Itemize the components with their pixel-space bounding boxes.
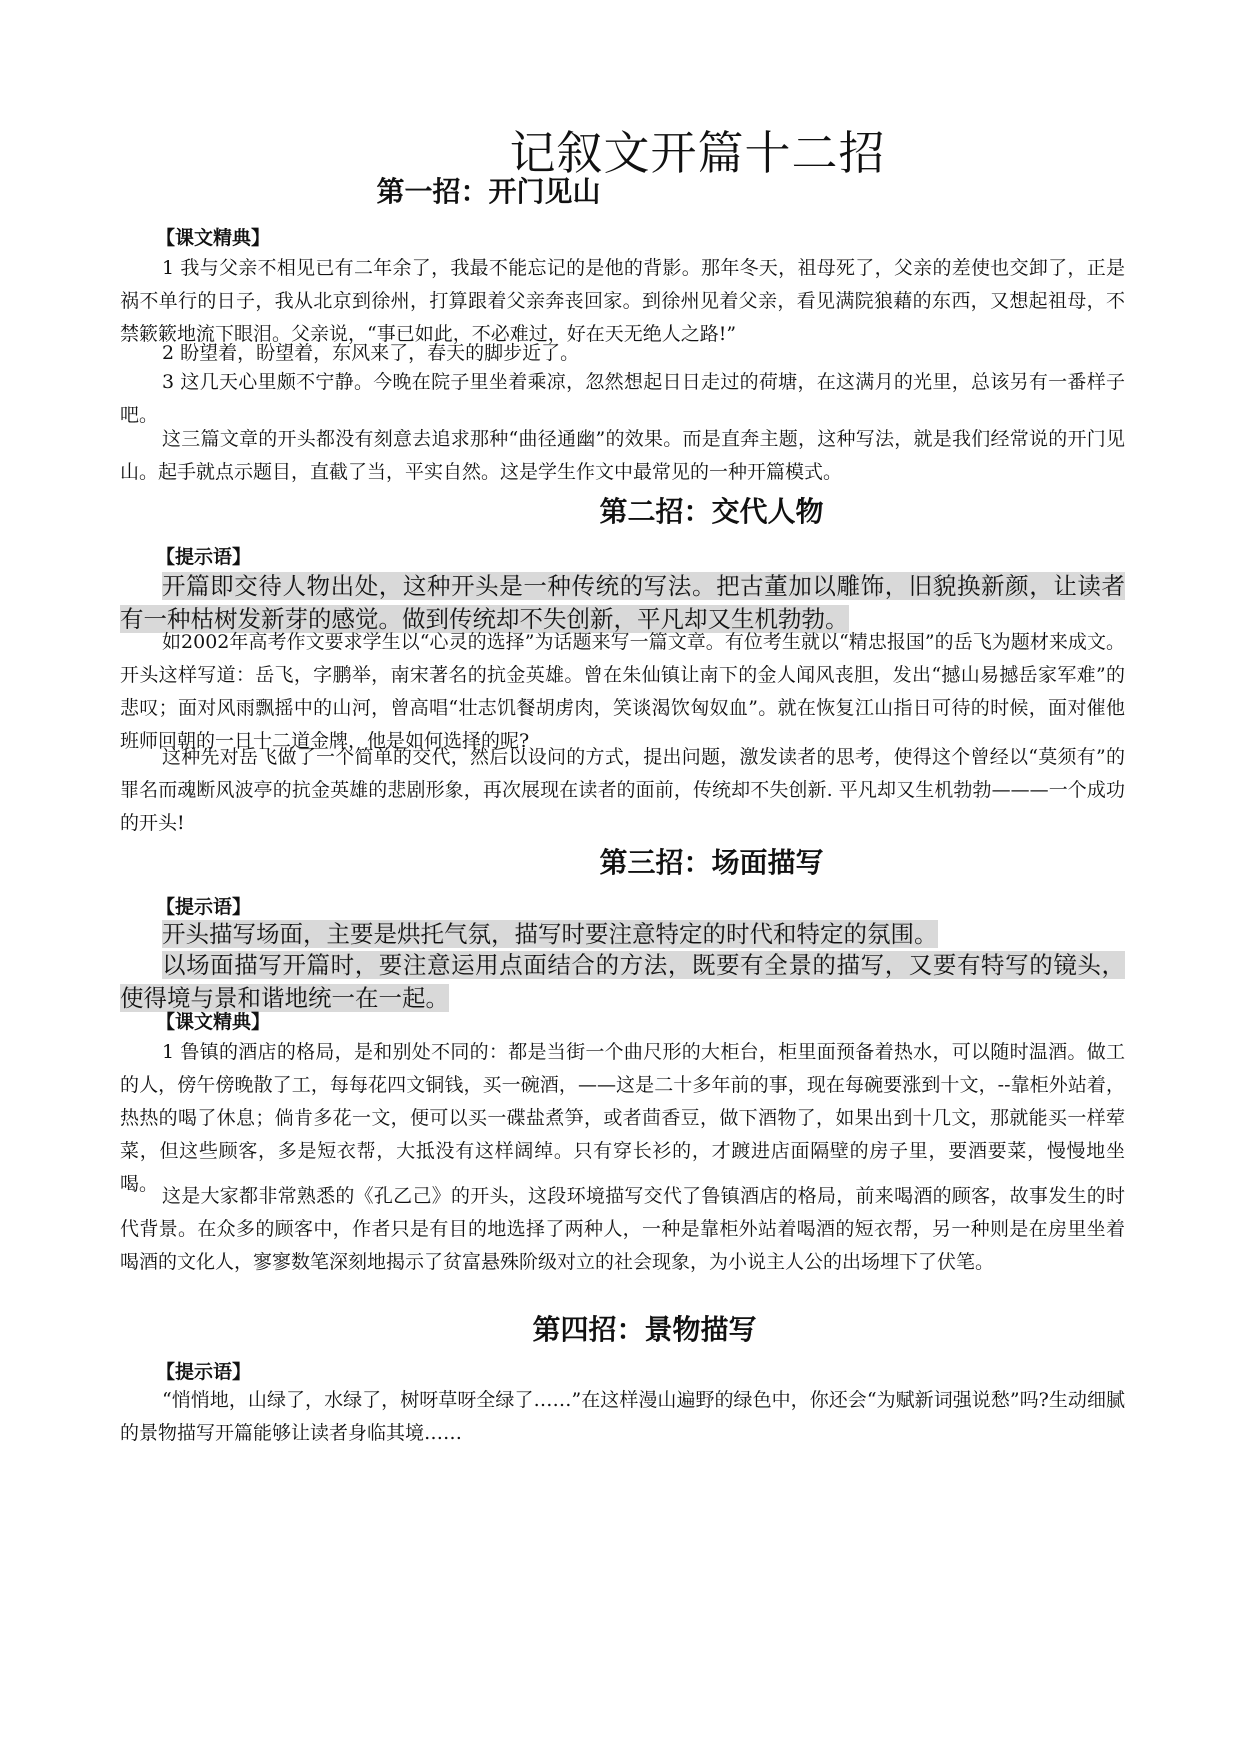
paragraph: 这是大家都非常熟悉的《孔乙己》的开头，这段环境描写交代了鲁镇酒店的格局，前来喝酒的顾客，故事发生的时代背景。在众多的顾客中，作者只是有目的地选择了两种人，一种是靠柜外站着喝酒的短衣帮，另一种则是在房里坐着喝酒的文化人，寥寥数笔深刻地揭示了贫富悬殊阶级对立的社会现象，为小说主人公的出场埋下了伏笔。 xyxy=(120,1185,1125,1273)
paragraph: “悄悄地，山绿了，水绿了，树呀草呀全绿了……”在这样漫山遍野的绿色中，你还会“为赋新词强说愁”吗?生动细腻的景物描写开篇能够让读者身临其境…… xyxy=(120,1389,1125,1444)
section-heading-2: 第二招：交代人物 xyxy=(599,495,824,528)
label-hint: 【提示语】 xyxy=(156,896,252,918)
hint-text: 开头描写场面，主要是烘托气氛，描写时要注意特定的时代和特定的氛围。 xyxy=(162,920,938,948)
label-classic-text: 【课文精典】 xyxy=(156,227,271,249)
label-hint: 【提示语】 xyxy=(156,546,252,568)
hint-paragraph xyxy=(120,949,1125,1015)
document-title: 记叙文开篇十二招 xyxy=(509,126,886,180)
label-classic-text: 【课文精典】 xyxy=(156,1011,271,1033)
paragraph: 1 我与父亲不相见已有二年余了，我最不能忘记的是他的背影。那年冬天，祖母死了，父亲的差使也交卸了，正是祸不单行的日子，我从北京到徐州，打算跟着父亲奔丧回家。到徐州见着父亲，看见满院狼藉的东西，又想起祖母，不禁簌簌地流下眼泪。父亲说，“事已如此，不必难过，好在天无绝人之路!” xyxy=(120,257,1125,345)
paragraph: 这种先对岳飞做了一个简单的交代，然后以设问的方式，提出问题，激发读者的思考，使得这个曾经以“莫须有”的罪名而魂断风波亭的抗金英雄的悲剧形象，再次展现在读者的面前，传统却不失创新. 平凡却又生机勃勃———一个成功的开头! xyxy=(120,746,1125,834)
hint-text: 以场面描写开篇时，要注意运用点面结合的方法，既要有全景的描写，又要有特写的镜头，使得境与景和谐地统一在一起。 xyxy=(120,951,1125,1012)
paragraph: 2 盼望着，盼望着，东风来了，春天的脚步近了。 xyxy=(162,342,580,364)
section-heading-4: 第四招：景物描写 xyxy=(532,1313,757,1346)
section-heading-3: 第三招：场面描写 xyxy=(599,846,824,879)
hint-paragraph xyxy=(120,918,1125,951)
paragraph: 这三篇文章的开头都没有刻意去追求那种“曲径通幽”的效果。而是直奔主题，这种写法，就是我们经常说的开门见山。起手就点示题目，直截了当，平实自然。这是学生作文中最常见的一种开篇模式。 xyxy=(120,428,1125,483)
paragraph: 3 这几天心里颇不宁静。今晚在院子里坐着乘凉，忽然想起日日走过的荷塘，在这满月的光里，总该另有一番样子吧。 xyxy=(120,371,1125,426)
paragraph: 1 鲁镇的酒店的格局，是和别处不同的：都是当街一个曲尺形的大柜台，柜里面预备着热水，可以随时温酒。做工的人，傍午傍晚散了工，每每花四文铜钱，买一碗酒，——这是二十多年前的事，现在每碗要涨到十文，--靠柜外站着，热热的喝了休息；倘肯多花一文，便可以买一碟盐煮笋，或者茴香豆，做下酒物了，如果出到十几文，那就能买一样荤菜，但这些顾客，多是短衣帮，大抵没有这样阔绰。只有穿长衫的，才踱进店面隔壁的房子里，要酒要菜，慢慢地坐喝。 xyxy=(120,1041,1125,1195)
section-heading-1: 第一招：开门见山 xyxy=(376,175,601,208)
hint-text: 开篇即交待人物出处，这种开头是一种传统的写法。把古董加以雕饰，旧貌换新颜，让读者有一种枯树发新芽的感觉。做到传统却不失创新，平凡却又生机勃勃。 xyxy=(120,572,1125,633)
paragraph: 如2002年高考作文要求学生以“心灵的选择”为话题来写一篇文章。有位考生就以“精忠报国”的岳飞为题材来成文。开头这样写道：岳飞，字鹏举，南宋著名的抗金英雄。曾在朱仙镇让南下的金人闻风丧胆，发出“撼山易撼岳家军难”的悲叹；面对风雨飘摇中的山河，曾高唱“壮志饥餐胡虏肉，笑谈渴饮匈奴血”。就在恢复江山指日可待的时候，面对催他班师回朝的一日十二道金牌，他是如何选择的呢? xyxy=(120,631,1125,752)
label-hint: 【提示语】 xyxy=(156,1361,252,1383)
